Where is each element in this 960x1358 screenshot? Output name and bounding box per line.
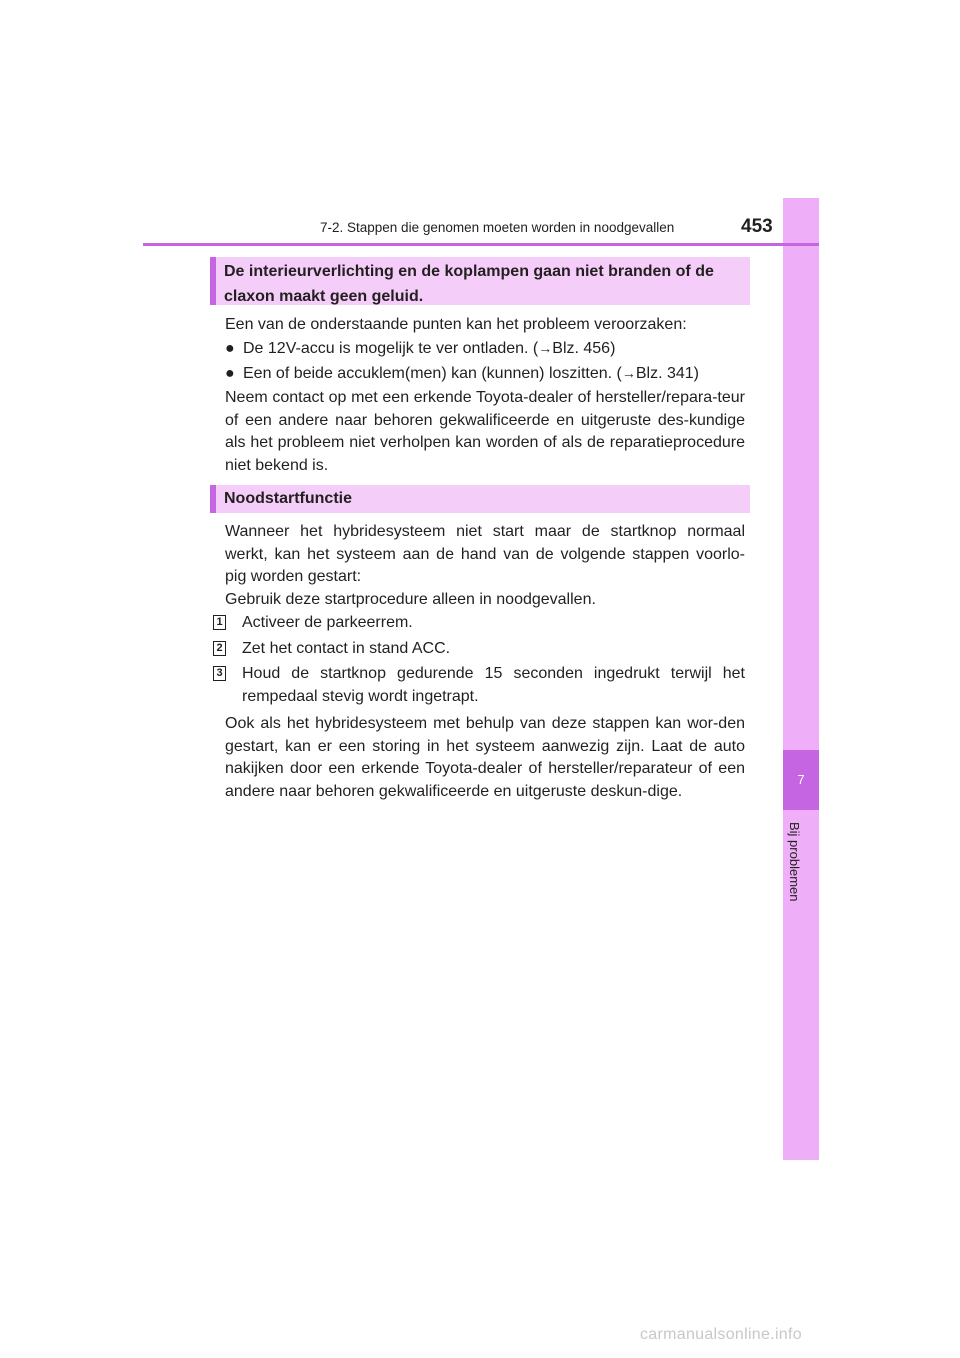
page-reference-link[interactable]: Blz. 456) bbox=[552, 340, 616, 357]
step-text: Zet het contact in stand ACC. bbox=[242, 640, 451, 657]
watermark: carmanualsonline.info bbox=[640, 1326, 802, 1343]
step-text: Houd de startknop gedurende 15 seconden ingedrukt terwijl het rempedaal stevig wordt ingetrapt. bbox=[242, 665, 745, 705]
intro-line: pig worden gestart: bbox=[225, 568, 362, 585]
section-intro: Een van de onderstaande punten kan het probleem veroorzaken: bbox=[225, 316, 687, 333]
bullet-icon: ● bbox=[225, 365, 235, 382]
chapter-label-container bbox=[770, 822, 830, 922]
running-header: 7-2. Stappen die genomen moeten worden in noodgevallen bbox=[320, 220, 675, 235]
arrow-right-icon: → bbox=[538, 340, 553, 356]
step-number-badge: 2 bbox=[213, 641, 226, 656]
bullet-text: Een of beide accuklem(men) kan (kunnen) loszitten. ( bbox=[243, 365, 622, 382]
chapter-label: Bij problemen bbox=[787, 822, 802, 902]
step-text: Activeer de parkeerrem. bbox=[242, 614, 413, 631]
contact-dealer-paragraph: Neem contact op met een erkende Toyota-dealer of hersteller/repara-teur of een andere naar behoren gekwalificeerde en uitgeruste des-kundige als het probleem niet verholpen kan worden of als de reparatieprocedure niet bekend is. bbox=[225, 389, 745, 474]
step-number-badge: 3 bbox=[213, 666, 226, 681]
bullet-icon: ● bbox=[225, 340, 235, 357]
list-item bbox=[225, 337, 615, 361]
section-heading-lights bbox=[210, 257, 750, 305]
page-number: 453 bbox=[741, 216, 773, 237]
intro-line: Wanneer het hybridesysteem niet start maar de startknop normaal bbox=[225, 523, 745, 540]
chapter-number: 7 bbox=[797, 772, 805, 787]
bullet-text: De 12V-accu is mogelijk te ver ontladen. ( bbox=[243, 340, 539, 357]
header-rule bbox=[143, 243, 819, 246]
list-item bbox=[225, 362, 699, 386]
section-heading-line-2: claxon maakt geen geluid. bbox=[224, 288, 424, 305]
chapter-number-tab bbox=[783, 750, 819, 810]
intro-line: werkt, kan het systeem aan de hand van de volgende stappen voorlo- bbox=[225, 545, 745, 563]
chapter-side-tab bbox=[783, 198, 819, 1160]
step-number-badge: 1 bbox=[213, 615, 226, 630]
section-heading-emergency-start: Noodstartfunctie bbox=[210, 485, 750, 513]
arrow-right-icon: → bbox=[621, 365, 636, 381]
closing-paragraph: Ook als het hybridesysteem met behulp van deze stappen kan wor-den gestart, kan er een storing in het systeem aanwezig zijn. Laat de auto nakijken door een erkende Toyota-dealer of hersteller/reparateur of een andere naar behoren gekwalificeerde en uitgeruste deskun-dige. bbox=[225, 715, 745, 800]
emergency-intro bbox=[225, 521, 745, 611]
section-heading-line-1: De interieurverlichting en de koplampen gaan niet branden of de bbox=[224, 263, 714, 280]
intro-line: Gebruik deze startprocedure alleen in noodgevallen. bbox=[225, 590, 596, 608]
page-reference-link[interactable]: Blz. 341) bbox=[635, 365, 699, 382]
